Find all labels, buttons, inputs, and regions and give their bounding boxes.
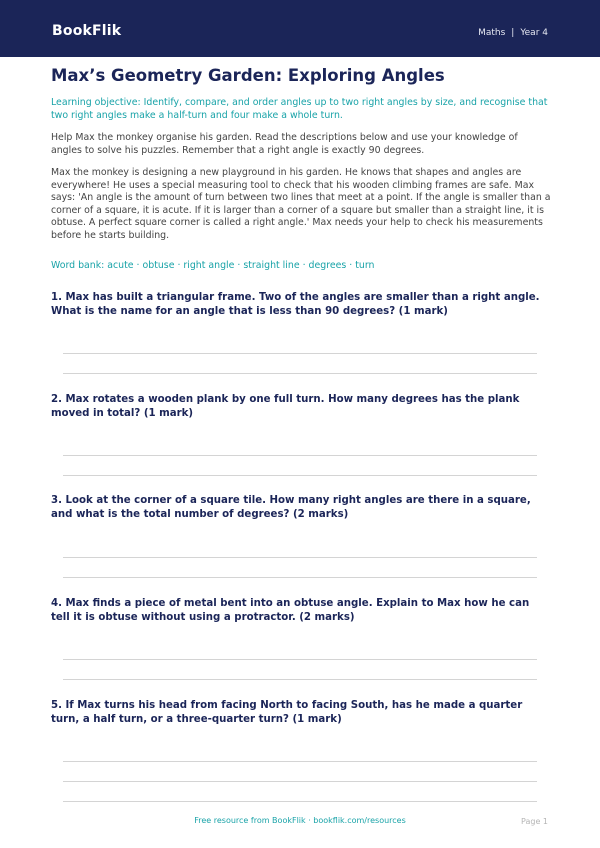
worksheet-title: Max’s Geometry Garden: Exploring Angles: [51, 66, 445, 85]
learning-objective: Learning objective: Identify, compare, and order angles up to two right angles by size, and recognise that two right angles make a half-turn and four make a whole turn.: [51, 97, 548, 121]
answer-line[interactable]: [63, 761, 537, 762]
answer-line[interactable]: [63, 577, 537, 578]
subject-label: Maths: [478, 28, 506, 38]
word-bank: Word bank: acute · obtuse · right angle · straight line · degrees · turn: [51, 260, 375, 271]
intro-paragraph: Help Max the monkey organise his garden. Read the descriptions below and use your knowledge of angles to solve his puzzles. Remember that a right angle is exactly 90 degrees.: [51, 132, 518, 156]
brand-logo: BookFlik: [52, 23, 122, 39]
footer-credit: Free resource from BookFlik · bookflik.com/resources: [194, 816, 406, 825]
page-number: Page 1: [521, 817, 548, 826]
page-header: [0, 0, 600, 57]
question-1: 1. Max has built a triangular frame. Two of the angles are smaller than a right angle. What is the name for an angle that is less than 90 degrees? (1 mark): [51, 292, 540, 317]
answer-line[interactable]: [63, 801, 537, 802]
question-2: 2. Max rotates a wooden plank by one full turn. How many degrees has the plank moved in total? (1 mark): [51, 394, 520, 419]
answer-line[interactable]: [63, 353, 537, 354]
question-3: 3. Look at the corner of a square tile. How many right angles are there in a square, and what is the total number of degrees? (2 marks): [51, 495, 531, 520]
answer-line[interactable]: [63, 781, 537, 782]
story-paragraph: Max the monkey is designing a new playground in his garden. He knows that shapes and angles are everywhere! He uses a special measuring tool to check that his wooden climbing frames are safe. Max says: 'An angle is the amount of turn between two lines that meet at a point. If the angle is smaller than a corner of a square, it is acute. If it is larger than a corner of a square but smaller than a straight line, it is obtuse. A perfect square corner is called a right angle.' Max needs your help to check his measurements before he starts building.: [51, 167, 551, 241]
answer-line[interactable]: [63, 475, 537, 476]
meta-separator: |: [511, 28, 515, 38]
subject-year-label: [478, 28, 548, 38]
year-label: Year 4: [520, 28, 548, 38]
answer-line[interactable]: [63, 373, 537, 374]
question-4: 4. Max finds a piece of metal bent into an obtuse angle. Explain to Max how he can tell it is obtuse without using a protractor. (2 marks): [51, 598, 530, 623]
answer-line[interactable]: [63, 659, 537, 660]
answer-line[interactable]: [63, 557, 537, 558]
answer-line[interactable]: [63, 455, 537, 456]
question-5: 5. If Max turns his head from facing North to facing South, has he made a quarter turn, a half turn, or a three-quarter turn? (1 mark): [51, 700, 523, 725]
answer-line[interactable]: [63, 679, 537, 680]
